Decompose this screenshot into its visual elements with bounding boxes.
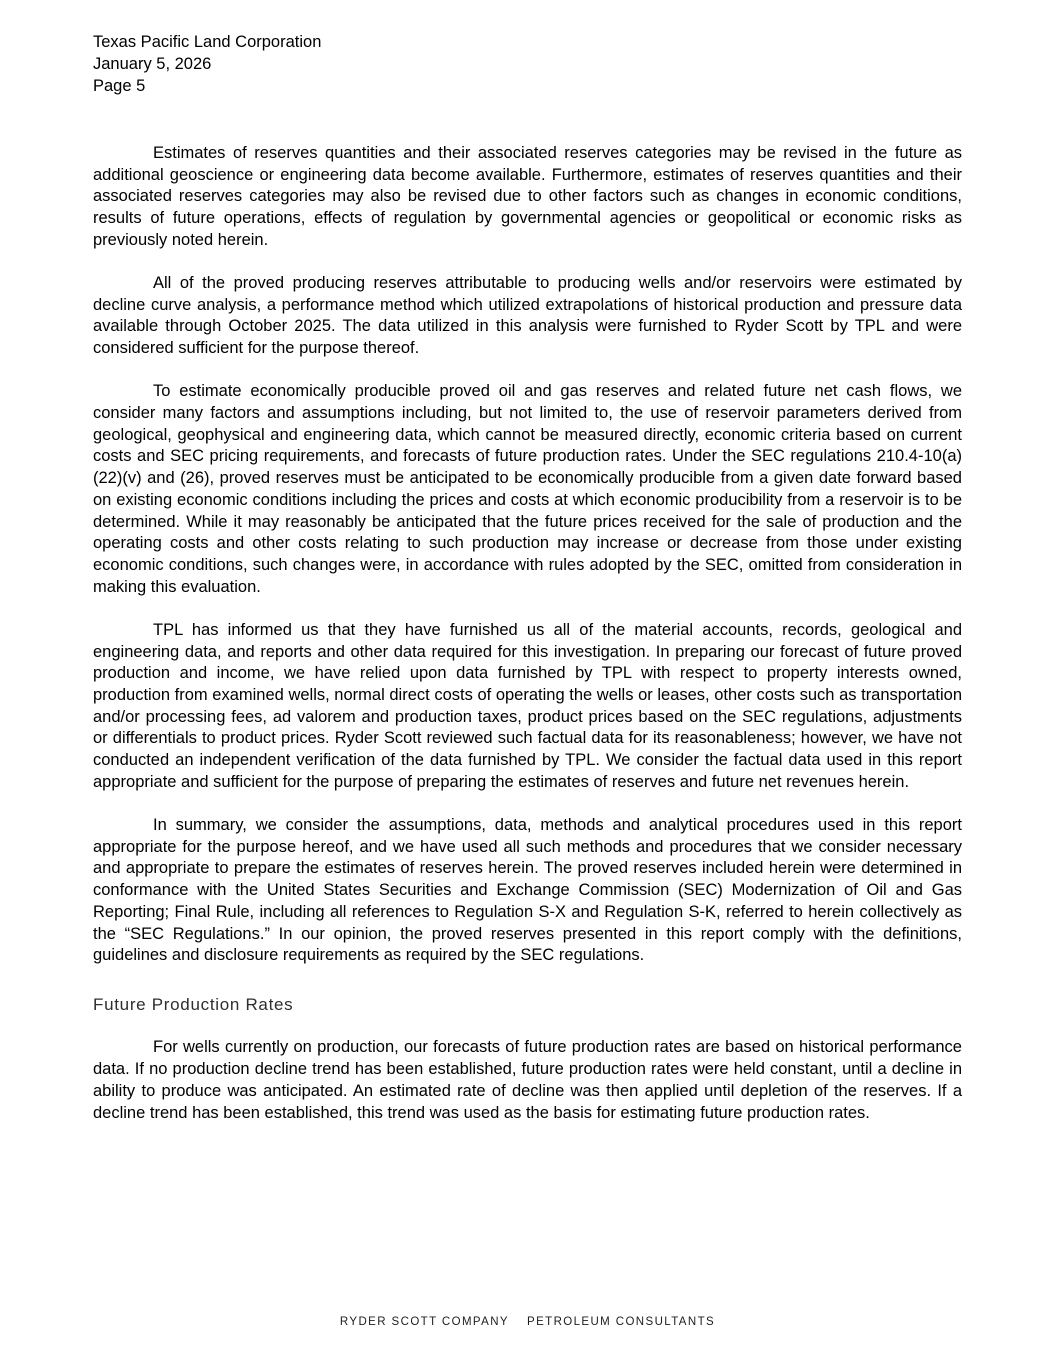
paragraph-data-furnished: TPL has informed us that they have furnished us all of the material accounts, records, geological and engineering data, and reports and other data required for this investigation. In preparing our forecast of future proved production and income, we have relied upon data furnished by TPL with respect to property interests owned, production from examined wells, normal direct costs of operating the wells or leases, other costs such as transportation and/or processing fees, ad valorem and production taxes, product prices based on the SEC regulations, adjustments or differentials to product prices. Ryder Scott reviewed such factual data for its reasonableness; however, we have not conducted an independent verification of the data furnished by TPL. We consider the factual data used in this report appropriate and sufficient for the purpose of preparing the estimates of reserves and future net revenues herein.: [93, 620, 962, 791]
header-date: January 5, 2026: [93, 55, 212, 73]
paragraph-sec-criteria: To estimate economically producible proved oil and gas reserves and related future net cash flows, we consider many factors and assumptions including, but not limited to, the use of reservoir parameters derived from geological, geophysical and engineering data, which cannot be measured directly, economic criteria based on current costs and SEC pricing requirements, and forecasts of future production rates. Under the SEC regulations 210.4-10(a)(22)(v) and (26), proved reserves must be anticipated to be economically producible from a given date forward based on existing economic conditions including the prices and costs at which economic producibility from a reservoir is to be determined. While it may reasonably be anticipated that the future prices received for the sale of production and the operating costs and other costs relating to such production may increase or decrease from those under existing economic conditions, such changes were, in accordance with rules adopted by the SEC, omitted from consideration in making this evaluation.: [93, 382, 962, 596]
header-page-number: Page 5: [93, 77, 146, 95]
paragraph-summary: In summary, we consider the assumptions, data, methods and analytical procedures used in this report appropriate for the purpose hereof, and we have used all such methods and procedures that we consider necessary and appropriate to prepare the estimates of reserves herein. The proved reserves included herein were determined in conformance with the United States Securities and Exchange Commission (SEC) Modernization of Oil and Gas Reporting; Final Rule, including all references to Regulation S-X and Regulation S-K, referred to herein collectively as the “SEC Regulations.” In our opinion, the proved reserves presented in this report comply with the definitions, guidelines and disclosure requirements as required by the SEC regulations.: [93, 815, 962, 965]
document-header: [93, 31, 321, 97]
footer-tagline: PETROLEUM CONSULTANTS: [527, 1316, 716, 1328]
paragraph-reserves-revision: Estimates of reserves quantities and their associated reserves categories may be revised in the future as additional geoscience or engineering data become available. Furthermore, estimates of reserves quantities and their associated reserves categories may also be revised due to other factors such as changes in economic conditions, results of future operations, effects of regulation by governmental agencies or geopolitical or economic risks as previously noted herein.: [93, 144, 962, 249]
header-company: Texas Pacific Land Corporation: [93, 33, 322, 51]
paragraph-future-production: For wells currently on production, our forecasts of future production rates are based on historical performance data. If no production decline trend has been established, future production rates were held constant, until a decline in ability to produce was anticipated. An estimated rate of decline was then applied until depletion of the reserves. If a decline trend has been established, this trend was used as the basis for estimating future production rates.: [93, 1038, 962, 1122]
footer-company-name: RYDER SCOTT COMPANY: [339, 1316, 509, 1328]
document-footer: [0, 1315, 1055, 1329]
section-heading-future-production-rates: Future Production Rates: [93, 994, 294, 1014]
document-body: [93, 143, 962, 1146]
paragraph-decline-curve: All of the proved producing reserves attributable to producing wells and/or reservoirs were estimated by decline curve analysis, a performance method which utilized extrapolations of historical production and pressure data available through October 2025. The data utilized in this analysis were furnished to Ryder Scott by TPL and were considered sufficient for the purpose thereof.: [93, 274, 962, 358]
